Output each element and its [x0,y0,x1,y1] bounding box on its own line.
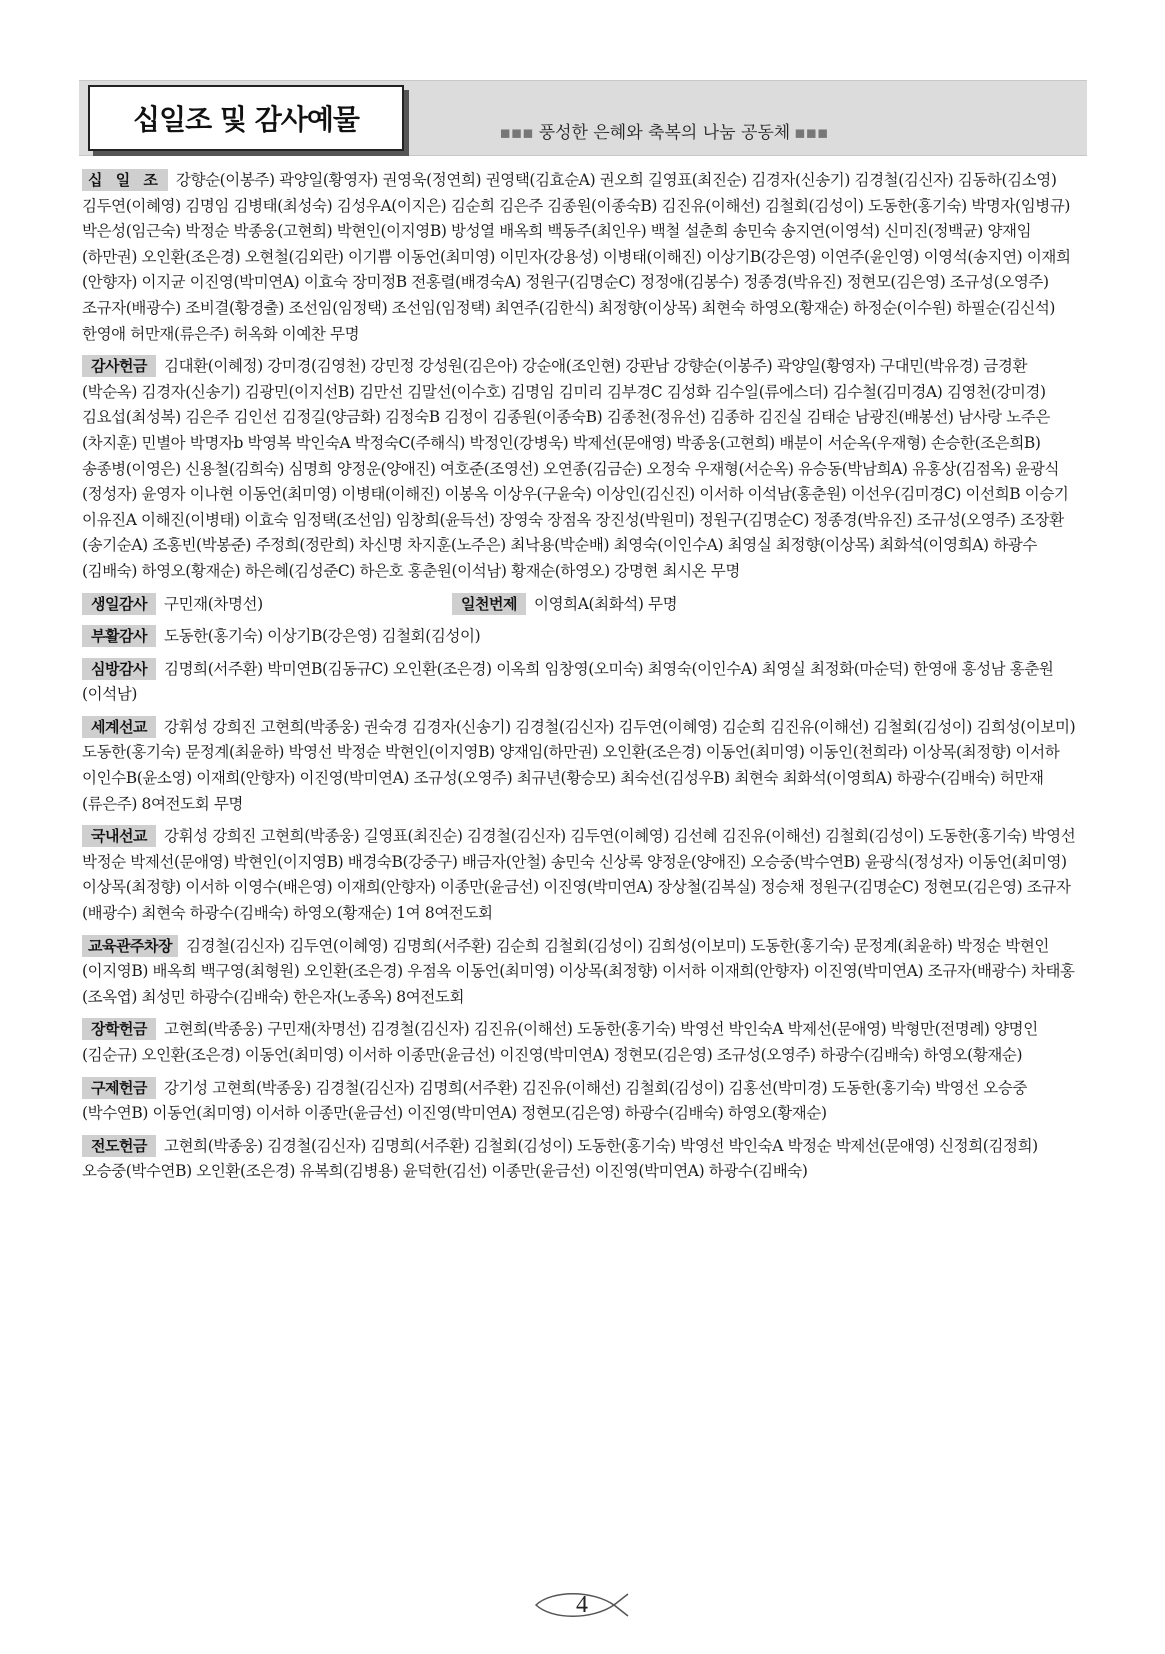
page-number-badge [532,1588,632,1622]
section-visitation [82,657,1082,708]
offering-list [82,168,1082,1192]
section-names: 강휘성 강희진 고현희(박종웅) 길영표(최진순) 김경철(김신자) 김두연(이혜영) 김선혜 김진유(이해선) 김철회(김성이) 도동한(홍기숙) 박영선 박정순 박제선(문애영) 박현인(이지영B) 배경숙B(강중구) 배금자(안철) 송민숙 신상록 양정운(양애진) 오승중(박수연B) 윤광식(정성자) 이동언(최미영) 이상목(최정향) 이서하 이영수(배은영) 이재희(안향자) 이종만(윤금선) 이진영(박미연A) 장상철(김복실) 정승채 정원구(김명순C) 정현모(김은영) 조규자(배광수) 최현숙 하광수(김배숙) 하영오(황재순) 1여 8여전도회 [82,827,1076,923]
section-label: 십 일 조 [82,169,168,191]
section-evangelism [82,1134,1082,1185]
section-paragraph [82,354,1082,584]
section-paragraph [82,1076,1082,1127]
section-label: 감사헌금 [82,355,156,377]
section-names: 강향순(이봉주) 곽양일(황영자) 권영욱(정연희) 권영택(김효순A) 권오희 길영표(최진순) 김경자(신송기) 김경철(김신자) 김동하(김소영) 김두연(이혜영) 김명임 김병태(최성숙) 김성우A(이지은) 김순희 김은주 김종원(이종숙B) 김진유(이해선) 김철회(김성이) 도동한(홍기숙) 박명자(임병규) 박은성(임근숙) 박정순 박종웅(고현희) 박현인(이지영B) 방성열 배옥희 백동주(최인우) 백철 설춘희 송민숙 송지연(이영석) 신미진(정백균) 양재임(하만권) 오인환(조은경) 오현철(김외란) 이기쁨 이동언(최미영) 이민자(강용성) 이병태(이해진) 이상기B(강은영) 이연주(윤인영) 이영석(송지연) 이재희(안향자) 이지균 이진영(박미연A) 이효숙 장미정B 전홍렬(배경숙A) 정원구(김명순C) 정정애(김봉수) 정종경(박유진) 정현모(김은영) 조규성(오영주) 조규자(배광수) 조비결(황경출) 조선임(임정택) 조선임(임정택) 최연주(김한식) 최정향(이상목) 최현숙 하영오(황재순) 하정순(이수원) 하필순(김신석) 한영애 허만재(류은주) 허옥화 이예찬 무명 [82,171,1071,343]
section-paragraph [82,1134,1082,1185]
section-paragraph [82,657,1082,708]
section-names: 김명희(서주환) 박미연B(김동규C) 오인환(조은경) 이옥희 임창영(오미숙) 최영숙(이인수A) 최영실 최정화(마순덕) 한영애 홍성남 홍춘원(이석남) [82,659,1054,704]
section-relief [82,1076,1082,1127]
section-paragraph [82,624,1082,650]
section-thousand-offering [452,592,822,618]
dots-left-icon: ■■■ [500,126,539,140]
section-names: 강기성 고현희(박종웅) 김경철(김신자) 김명희(서주환) 김진유(이해선) 김철회(김성이) 김홍선(박미경) 도동한(홍기숙) 박영선 오승중(박수연B) 이동언(최미영) 이서하 이종만(윤금선) 이진영(박미연A) 정현모(김은영) 하광수(김배숙) 하영오(황재순) [82,1078,1028,1123]
section-label: 생일감사 [82,593,156,615]
section-label: 심방감사 [82,658,156,680]
section-birthday [82,592,452,618]
section-names: 강휘성 강희진 고현희(박종웅) 권숙경 김경자(신송기) 김경철(김신자) 김두연(이혜영) 김순희 김진유(이해선) 김철회(김성이) 김희성(이보미) 도동한(홍기숙) 문정계(최윤하) 박영선 박정순 박현인(이지영B) 양재임(하만권) 오인환(조은경) 이동언(최미영) 이동인(천희라) 이상목(최정향) 이서하 이인수B(윤소영) 이재희(안향자) 이진영(박미연A) 조규성(오영주) 최규년(황승모) 최숙선(김성우B) 최현숙 최화석(이영희A) 하광수(김배숙) 허만재(류은주) 8여전도회 무명 [82,717,1076,813]
page-number: 4 [576,1592,588,1618]
section-paragraph [82,934,1082,1011]
section-paragraph [82,1017,1082,1068]
dots-right-icon: ■■■ [790,126,829,140]
section-domestic-mission [82,824,1082,926]
section-names: 도동한(홍기숙) 이상기B(강은영) 김철회(김성이) [164,627,481,646]
section-names: 구민재(차명선) [164,594,263,613]
section-paragraph [82,824,1082,926]
section-tithe [82,168,1082,347]
page-subtitle [500,118,829,143]
title-box [88,85,404,151]
section-paragraph [82,592,452,618]
section-names: 이영희A(최화석) 무명 [534,594,678,613]
page-title: 십일조 및 감사예물 [133,103,359,136]
section-names: 김대환(이혜정) 강미경(김영천) 강민정 강성원(김은아) 강순애(조인현) 강판남 강향순(이봉주) 곽양일(황영자) 구대민(박유경) 금경환(박순옥) 김경자(신송기) 김광민(이지선B) 김만선 김말선(이수호) 김명임 김미리 김부경C 김성화 김수일(류에스더) 김수철(김미경A) 김영천(강미경) 김요섭(최성복) 김은주 김인선 김정길(양금화) 김정숙B 김정이 김종원(이종숙B) 김종천(정유선) 김종하 김진실 김태순 남광진(배봉선) 남사랑 노주은(차지훈) 민별아 박명자b 박영복 박인숙A 박정숙C(주해식) 박정인(강병욱) 박제선(문애영) 박종웅(고현희) 배분이 서순옥(우재형) 손승한(조은희B) 송종병(이영은) 신용철(김희숙) 심명희 양정운(양애진) 여호준(조영선) 오연종(김금순) 오정숙 우재형(서순옥) 유승동(박남희A) 유홍상(김점옥) 윤광식(정성자) 윤영자 이나현 이동언(최미영) 이병태(이해진) 이봉옥 이상우(구윤숙) 이상인(김신진) 이서하 이석남(홍춘원) 이선우(김미경C) 이선희B 이승기 이유진A 이해진(이병태) 이효숙 임정택(조선임) 임창희(윤득선) 장영숙 장점옥 장진성(박원미) 정원구(김명순C) 정종경(박유진) 조규성(오영주) 조장환(송기순A) 조홍빈(박봉준) 주정희(정란희) 차신명 차지훈(노주은) 최낙용(박순배) 최영숙(이인수A) 최영실 최정향(이상목) 최화석(이영희A) 하광수(김배숙) 하영오(황재순) 하은혜(김성준C) 하은호 홍춘원(이석남) 황재순(하영오) 강명현 최시온 무명 [82,357,1069,580]
section-names: 고현희(박종웅) 김경철(김신자) 김명희(서주환) 김철회(김성이) 도동한(홍기숙) 박영선 박인숙A 박정순 박제선(문애영) 신정희(김정희) 오승중(박수연B) 오인환(조은경) 유복희(김병용) 윤덕한(김선) 이종만(윤금선) 이진영(박미연A) 하광수(김배숙) [82,1136,1038,1181]
section-pair-row [82,592,1082,618]
section-label: 전도헌금 [82,1135,156,1157]
section-paragraph [82,168,1082,347]
section-thanksgiving [82,354,1082,584]
section-label: 국내선교 [82,825,156,847]
section-paragraph [82,715,1082,817]
section-names: 김경철(김신자) 김두연(이혜영) 김명희(서주환) 김순희 김철회(김성이) 김희성(이보미) 도동한(홍기숙) 문정계(최윤하) 박정순 박현인(이지영B) 배옥희 백구영(최형원) 오인환(조은경) 우점옥 이동언(최미영) 이상목(최정향) 이서하 이재희(안향자) 이진영(박미연A) 조규자(배광수) 차태홍(조옥엽) 최성민 하광수(김배숙) 한은자(노종옥) 8여전도회 [82,936,1075,1006]
subtitle-text: 풍성한 은혜와 축복의 나눔 공동체 [538,123,791,143]
section-education-parking [82,934,1082,1011]
section-paragraph [452,592,822,618]
section-label: 장학헌금 [82,1018,156,1040]
section-scholarship [82,1017,1082,1068]
section-label: 교육관주차장 [82,935,178,957]
section-label: 일천번제 [452,593,526,615]
section-easter [82,624,1082,650]
section-label: 세계선교 [82,716,156,738]
section-world-mission [82,715,1082,817]
section-label: 구제헌금 [82,1077,156,1099]
section-names: 고현희(박종웅) 구민재(차명선) 김경철(김신자) 김진유(이해선) 도동한(홍기숙) 박영선 박인숙A 박제선(문애영) 박형만(전명례) 양명인(김순규) 오인환(조은경) 이동언(최미영) 이서하 이종만(윤금선) 이진영(박미연A) 정현모(김은영) 조규성(오영주) 하광수(김배숙) 하영오(황재순) [82,1020,1038,1064]
section-label: 부활감사 [82,625,156,647]
